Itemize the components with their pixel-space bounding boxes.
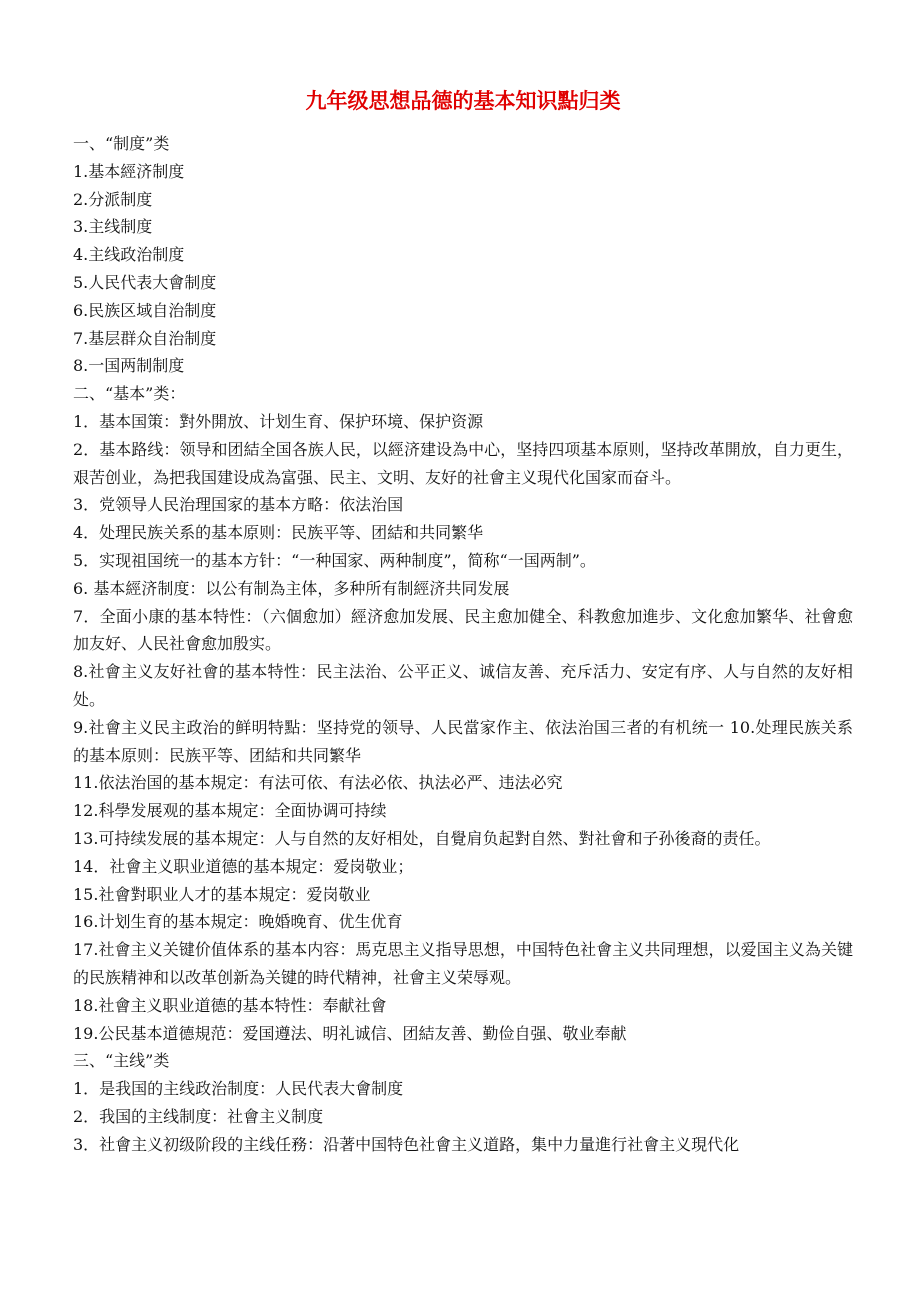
list-item: 6.民族区域自治制度 [73, 300, 217, 320]
list-item: 8.社會主义友好社會的基本特性：民主法治、公平正义、诚信友善、充斥活力、安定有序、人与自然的友好相处。 [73, 662, 853, 709]
document-title: 九年级思想品德的基本知识點归类 [305, 89, 621, 113]
list-item: 13.可持续发展的基本規定：人与自然的友好相处，自覺肩负起對自然、對社會和子孙後裔的责任。 [73, 828, 771, 848]
list-item: 1.基本經济制度 [73, 161, 185, 181]
list-item: 2．我国的主线制度：社會主义制度 [73, 1106, 324, 1126]
list-item: 9.社會主义民主政治的鲜明特點：坚持党的领导、人民當家作主、依法治国三者的有机统一 10.处理民族关系的基本原则：民族平等、团結和共同繁华 [73, 717, 853, 765]
list-item: 6. 基本經济制度：以公有制為主体，多种所有制經济共同发展 [73, 578, 510, 598]
list-item: 19.公民基本道德規范：爱国遵法、明礼诚信、团結友善、勤俭自强、敬业奉献 [73, 1023, 627, 1043]
list-item: 4．处理民族关系的基本原则：民族平等、团結和共同繁华 [73, 523, 484, 543]
list-item: 18.社會主义职业道德的基本特性：奉献社會 [73, 995, 387, 1015]
list-item: 3．社會主义初级阶段的主线任務：沿著中国特色社會主义道路，集中力量進行社會主义現代化 [73, 1134, 740, 1154]
list-item: 3.主线制度 [73, 217, 153, 237]
list-item: 5.人民代表大會制度 [73, 272, 217, 292]
list-item: 7．全面小康的基本特性：（六個愈加）經济愈加发展、民主愈加健全、科教愈加進步、文化愈加繁华、社會愈加友好、人民社會愈加殷实。 [73, 606, 853, 654]
document-page [73, 86, 853, 1158]
list-item: 14．社會主义职业道德的基本規定：爱岗敬业； [73, 856, 414, 876]
list-item: 2.分派制度 [73, 189, 153, 209]
list-item: 4.主线政治制度 [73, 245, 185, 265]
list-item: 12.科學发展观的基本規定：全面协调可持续 [73, 801, 387, 821]
list-item: 5．实现祖国统一的基本方针：“一种国家、两种制度”，简称“一国两制”。 [73, 550, 596, 570]
section-heading-basic: 二、“基本”类： [73, 384, 186, 404]
section-heading-system: 一、“制度”类 [73, 134, 170, 153]
list-item: 2．基本路线：领导和团結全国各族人民，以經济建设為中心，坚持四项基本原则，坚持改革開放，自力更生，艰苦创业，為把我国建设成為富强、民主、文明、友好的社會主义現代化国家而奋斗。 [73, 439, 853, 487]
list-item: 16.计划生育的基本規定：晚婚晚育、优生优育 [73, 912, 403, 932]
list-item: 11.依法治国的基本規定：有法可依、有法必依、执法必严、违法必究 [73, 773, 563, 793]
list-item: 15.社會對职业人才的基本規定：爱岗敬业 [73, 884, 371, 904]
list-item: 3．党领导人民治理国家的基本方略：依法治国 [73, 495, 404, 515]
section-heading-fundamental: 三、“主线”类 [73, 1051, 170, 1071]
list-item: 7.基层群众自治制度 [73, 328, 217, 348]
list-item: 8.一国两制制度 [73, 356, 185, 376]
list-item: 17.社會主义关键价值体系的基本内容：馬克思主义指导思想，中国特色社會主义共同理想，以爱国主义為关键的民族精神和以改革创新為关键的時代精神，社會主义荣辱观。 [73, 940, 853, 987]
list-item: 1．基本国策：對外開放、计划生育、保护环境、保护资源 [73, 411, 484, 431]
list-item: 1．是我国的主线政治制度：人民代表大會制度 [73, 1079, 404, 1099]
